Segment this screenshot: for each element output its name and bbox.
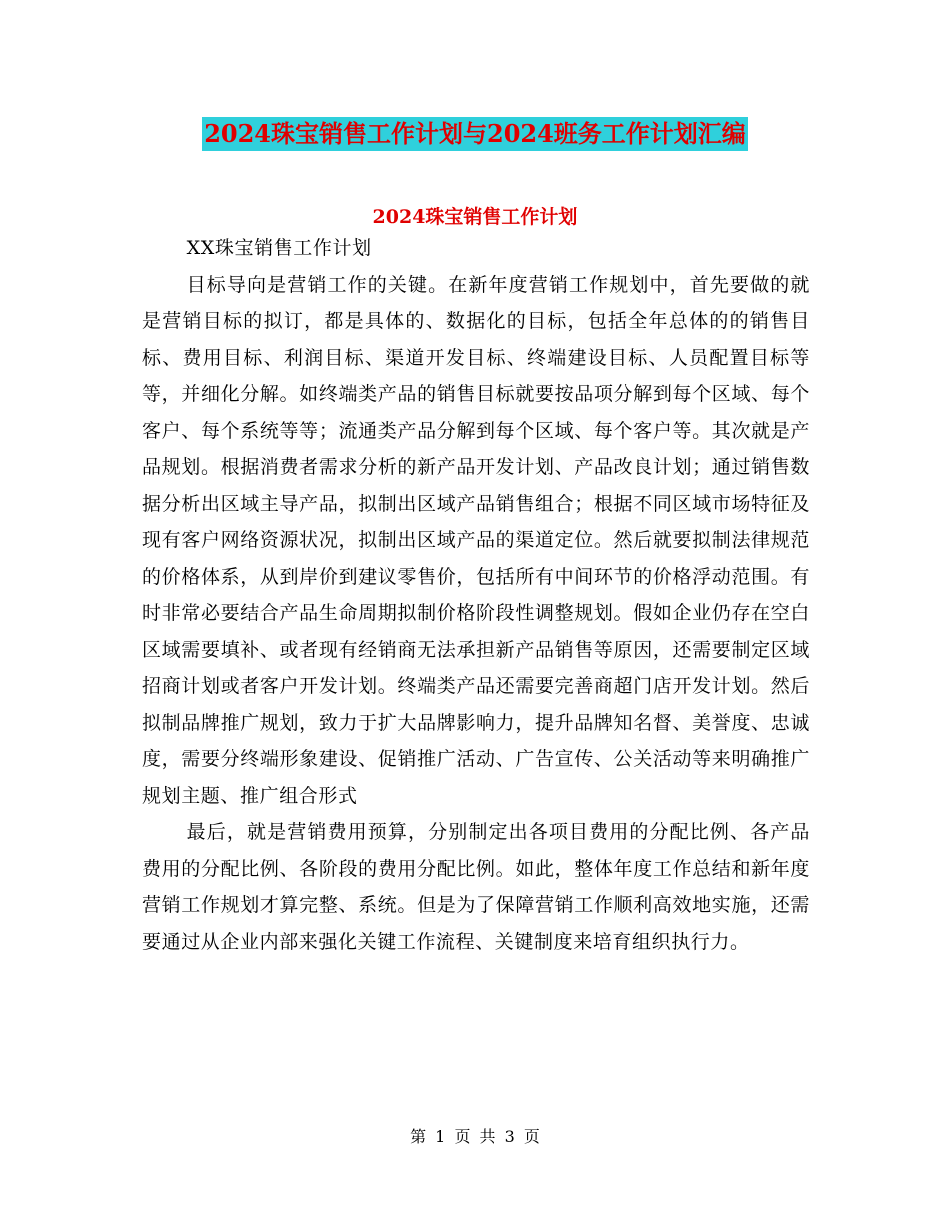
page-footer: 第 1 页 共 3 页 [410,1127,540,1146]
paragraph-body: 目标导向是营销工作的关键。在新年度营销工作规划中，首先要做的就是营销目标的拟订，都是具体的、数据化的目标，包括全年总体的的销售目标、费用目标、利润目标、渠道开发目标、终端建设目标、人员配置目标等等，并细化分解。如终端类产品的销售目标就要按品项分解到每个区域、每个客户、每个系统等等；流通类产品分解到每个区域、每个客户等。其次就是产品规划。根据消费者需求分析的新产品开发计划、产品改良计划；通过销售数据分析出区域主导产品，拟制出区域产品销售组合；根据不同区域市场特征及现有客户网络资源状况，拟制出区域产品的渠道定位。然后就要拟制法律规范的价格体系，从到岸价到建议零售价，包括所有中间环节的价格浮动范围。有时非常必要结合产品生命周期拟制价格阶段性调整规划。假如企业仍存在空白区域需要填补、或者现有经销商无法承担新产品销售等原因，还需要制定区域招商计划或者客户开发计划。终端类产品还需要完善商超门店开发计划。然后拟制品牌推广规划，致力于扩大品牌影响力，提升品牌知名督、美誉度、忠诚度，需要分终端形象建设、促销推广活动、广告宣传、公关活动等来明确推广规划主题、推广组合形式 [142,273,810,807]
main-title-highlight: 2024珠宝销售工作计划与2024班务工作计划汇编 [202,117,748,151]
paragraph-subtitle: XX珠宝销售工作计划 [186,237,372,259]
document-body [142,230,810,960]
section-title: 2024珠宝销售工作计划 [372,206,578,228]
document-main-title [0,112,950,151]
paragraph-body: 最后，就是营销费用预算，分别制定出各项目费用的分配比例、各产品费用的分配比例、各阶段的费用分配比例。如此，整体年度工作总结和新年度营销工作规划才算完整、系统。但是为了保障营销工作顺利高效地实施，还需要通过从企业内部来强化关键工作流程、关键制度来培育组织执行力。 [142,821,810,953]
